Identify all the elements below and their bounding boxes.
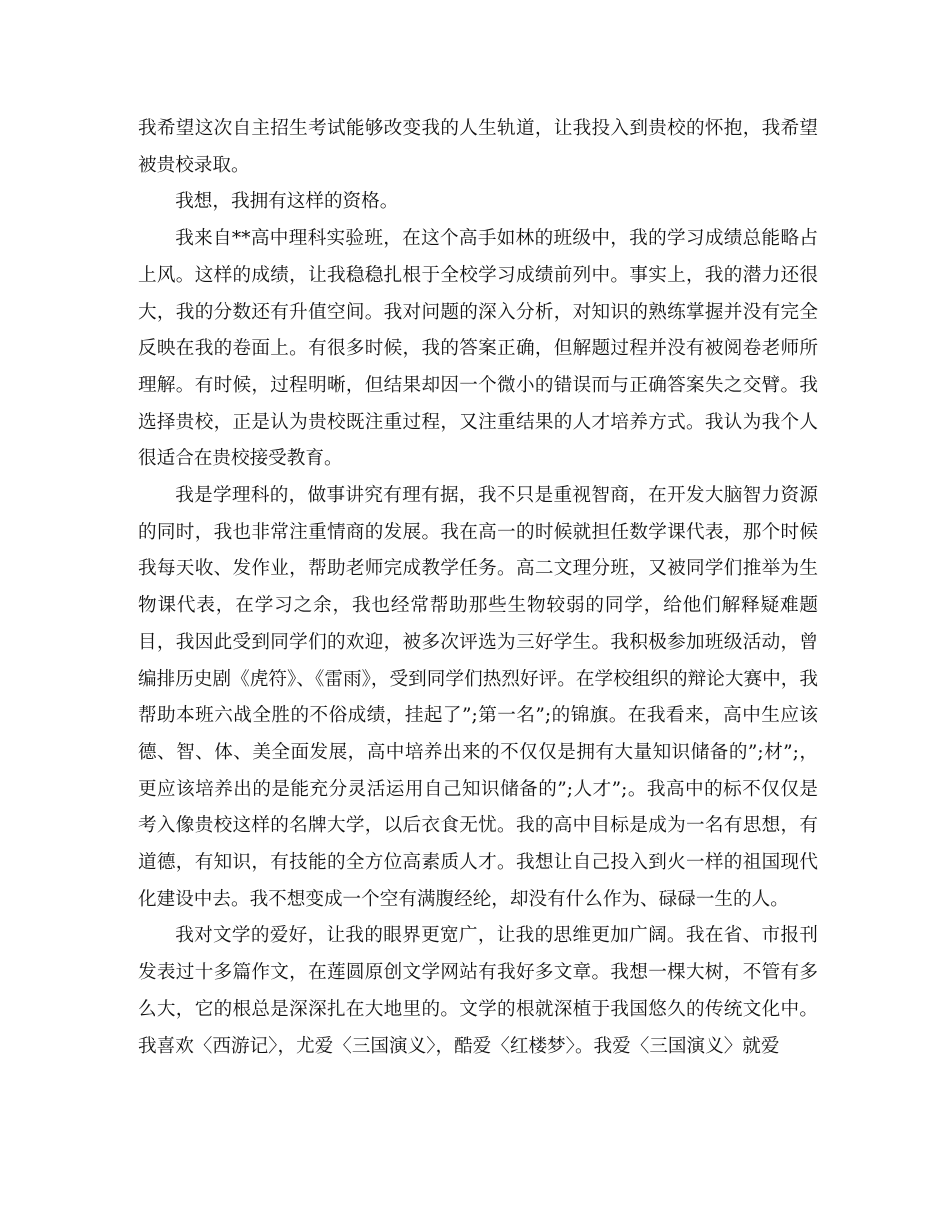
paragraph-1: 我希望这次自主招生考试能够改变我的人生轨道，让我投入到贵校的怀抱，我希望被贵校录取。: [138, 118, 818, 176]
paragraph-5: 我对文学的爱好，让我的眼界更宽广，让我的思维更加广阔。我在省、市报刊发表过十多篇作文，在莲圆原创文学网站有我好多文章。我想一棵大树，不管有多么大，它的根总是深深扎在大地里的。文学的根就深植于我国悠久的传统文化中。我喜欢〈西游记〉，尤爱〈三国演义〉，酷爱〈红楼梦〉。我爱〈三国演义〉就爱: [138, 925, 818, 1057]
paragraph-2: 我想，我拥有这样的资格。: [175, 191, 399, 213]
paragraph-4: 我是学理科的，做事讲究有理有据，我不只是重视智商，在开发大脑智力资源的同时，我也非常注重情商的发展。我在高一的时候就担任数学课代表，那个时候我每天收、发作业，帮助老师完成教学任务。高二文理分班，又被同学们推举为生物课代表，在学习之余，我也经常帮助那些生物较弱的同学，给他们解释疑难题目，我因此受到同学们的欢迎，被多次评选为三好学生。我积极参加班级活动，曾编排历史剧《虎符》、《雷雨》，受到同学们热烈好评。在学校组织的辩论大赛中，我帮助本班六战全胜的不俗成绩，挂起了”;第一名”;的锦旗。在我看来，高中生应该德、智、体、美全面发展，高中培养出来的不仅仅是拥有大量知识储备的”;材”;，更应该培养出的是能充分灵活运用自己知识储备的”;人才”;。我高中的标不仅仅是考入像贵校这样的名牌大学，以后衣食无忧。我的高中目标是成为一名有思想，有道德，有知识，有技能的全方位高素质人才。我想让自己投入到火一样的祖国现代化建设中去。我不想变成一个空有满腹经纶，却没有什么作为、碌碌一生的人。: [138, 485, 818, 910]
paragraph-3: 我来自**高中理科实验班，在这个高手如林的班级中，我的学习成绩总能略占上风。这样的成绩，让我稳稳扎根于全校学习成绩前列中。事实上，我的潜力还很大，我的分数还有升值空间。我对问题的深入分析，对知识的熟练掌握并没有完全反映在我的卷面上。有很多时候，我的答案正确，但解题过程并没有被阅卷老师所理解。有时候，过程明晰，但结果却因一个微小的错误而与正确答案失之交臂。我选择贵校，正是认为贵校既注重过程，又注重结果的人才培养方式。我认为我个人很适合在贵校接受教育。: [138, 228, 818, 470]
document-page: [138, 111, 818, 1065]
